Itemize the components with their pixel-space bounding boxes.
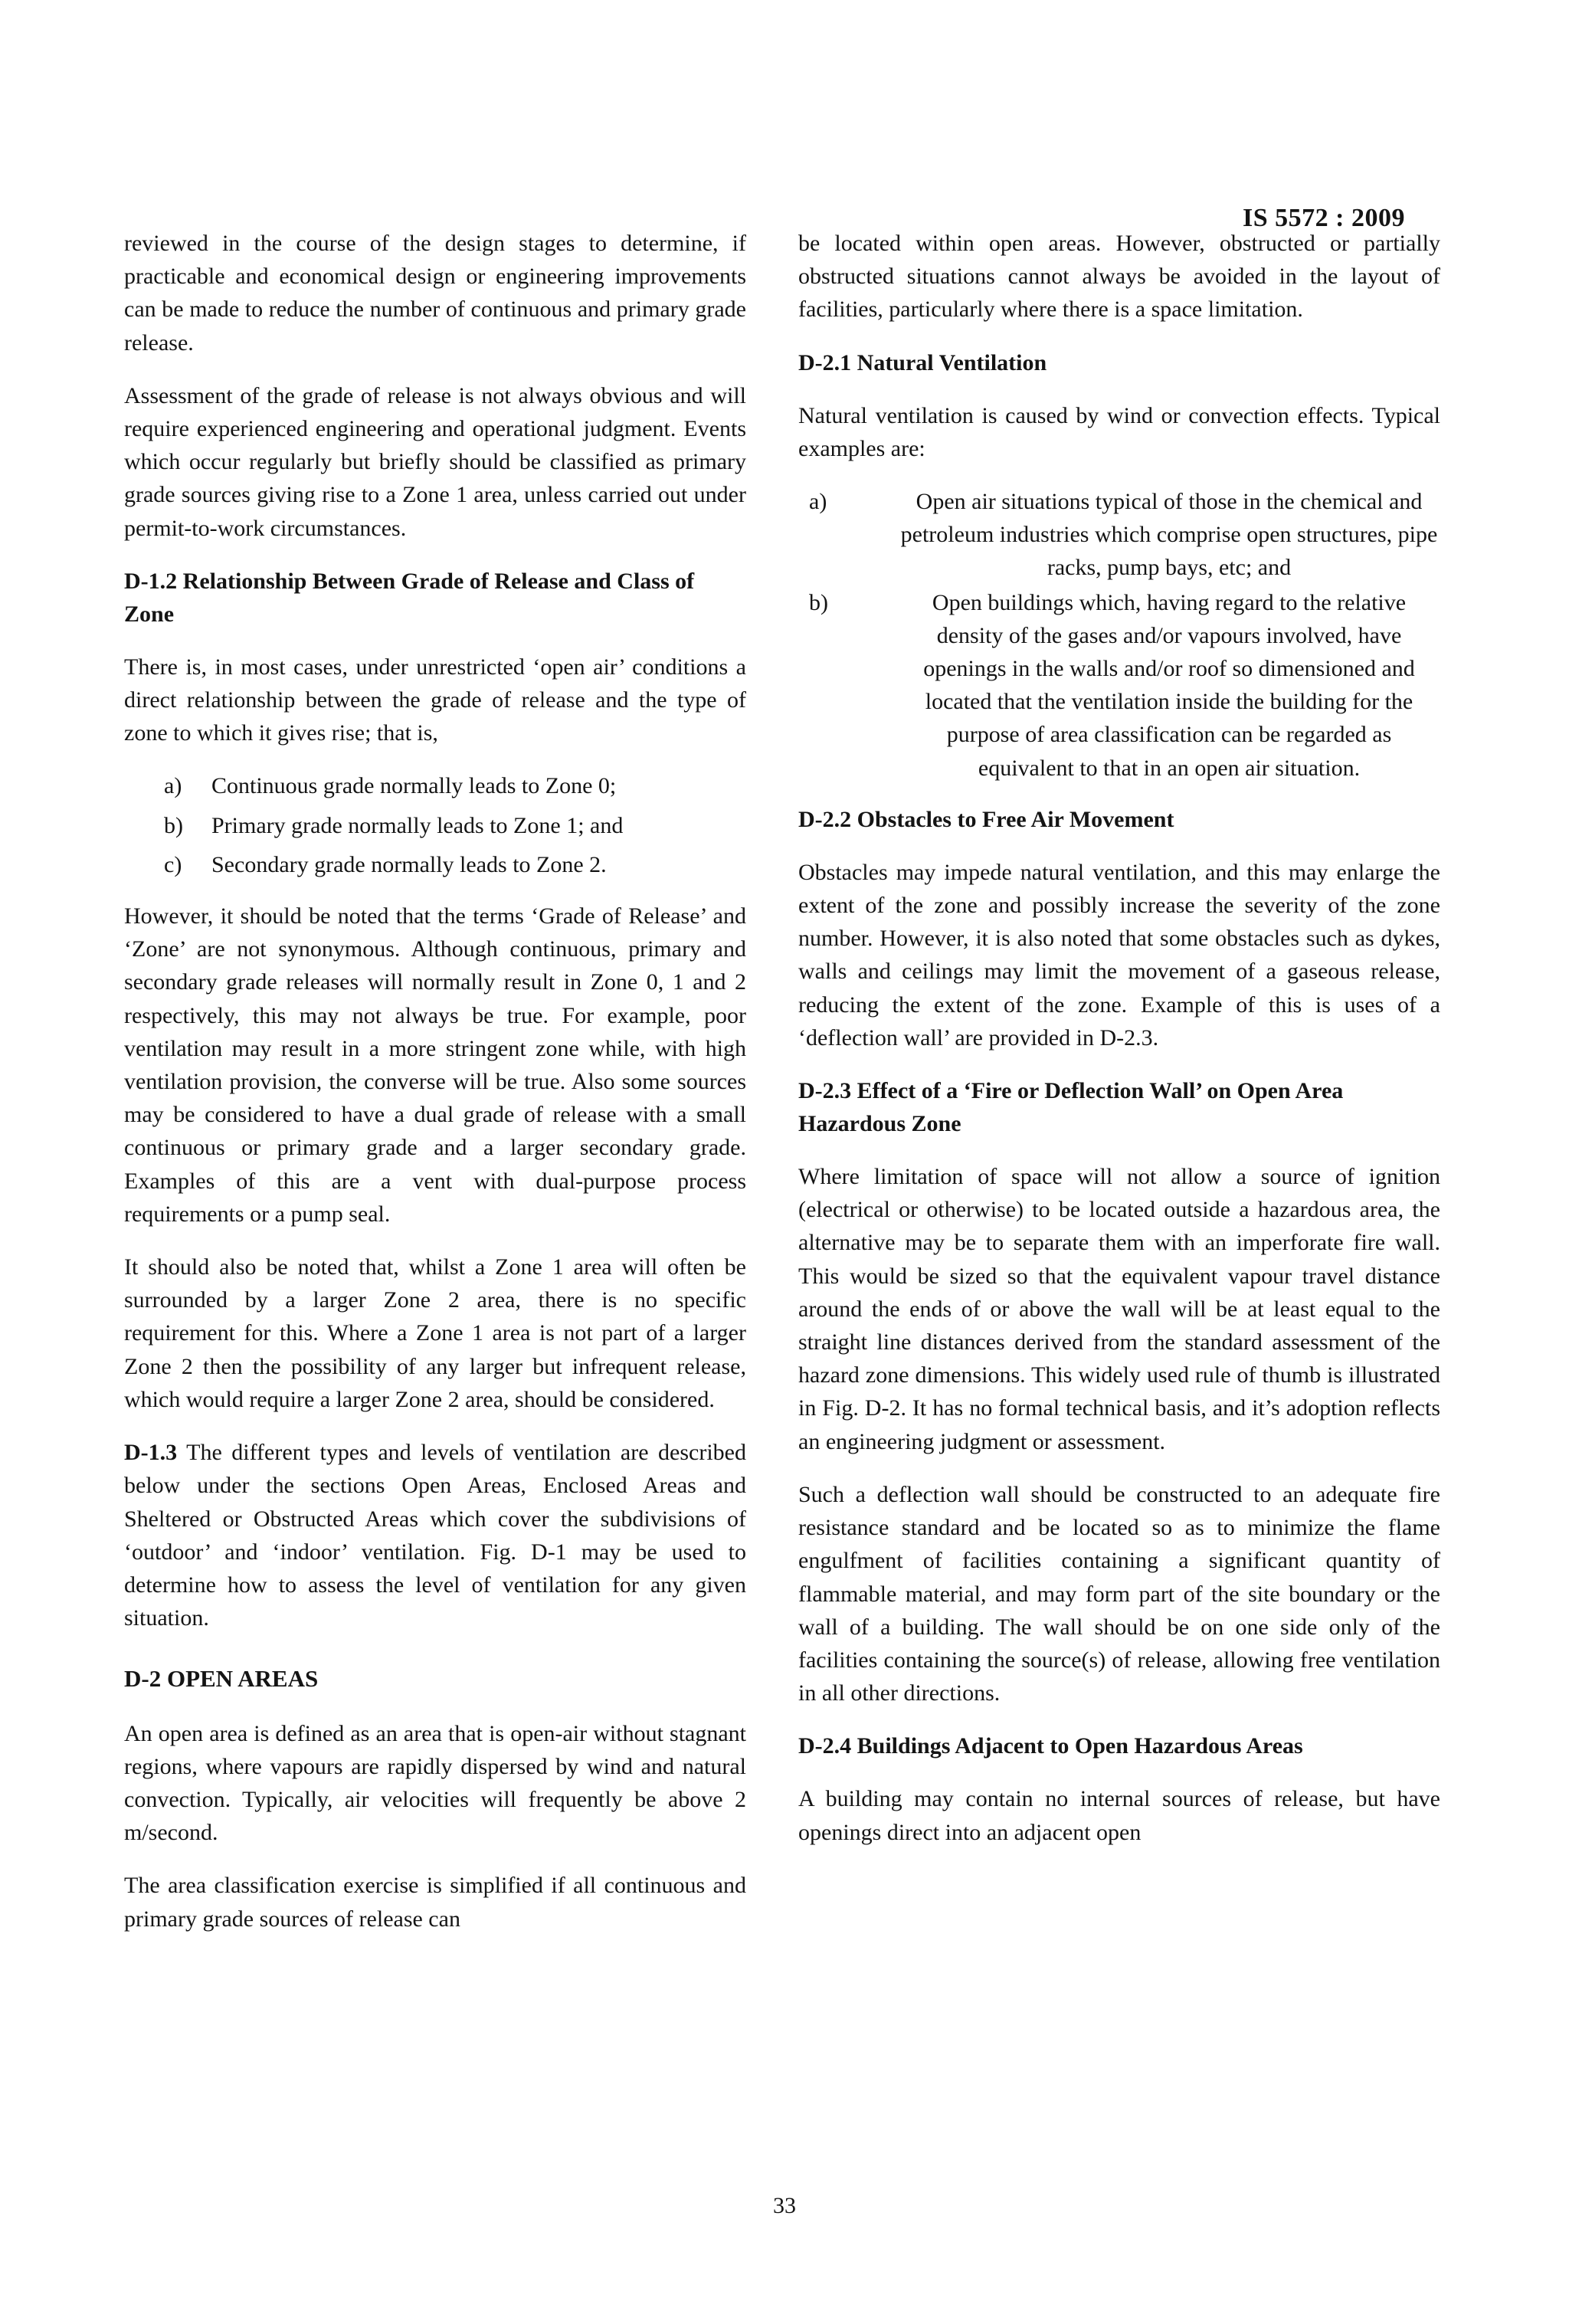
list-label: b) bbox=[809, 589, 828, 615]
right-column bbox=[798, 227, 1440, 1869]
list-item bbox=[798, 586, 1440, 785]
list-item bbox=[124, 769, 746, 802]
paragraph: The area classification exercise is simplified if all continuous and primary grade sources of release can bbox=[124, 1873, 746, 1932]
paragraph: be located within open areas. However, obstructed or partially obstructed situations cannot always be avoided in the layout of facilities, particularly where there is a space limitation. bbox=[798, 231, 1440, 323]
section-heading-d-2-3: D-2.3 Effect of a ‘Fire or Deflection Wall’ on Open Area Hazardous Zone bbox=[798, 1078, 1344, 1137]
clause-text: The different types and levels of ventilation are described below under the sections Open Areas, Enclosed Areas and Sheltered or Obstructed Areas which cover the subdivisions of ‘outdoor’ and ‘indoor’ ventilation. Fig. D-1 may be used to determine how to assess the level of ventilation for any given situation. bbox=[124, 1440, 746, 1631]
list-label: c) bbox=[164, 851, 182, 877]
paragraph: There is, in most cases, under unrestricted ‘open air’ conditions a direct relationship between the grade of release and the type of zone to which it gives rise; that is, bbox=[124, 654, 746, 746]
paragraph: It should also be noted that, whilst a Zone 1 area will often be surrounded by a larger Zone 2 area, there is no specific requirement for this. Where a Zone 1 area is not part of a larger Zone 2 then the possibility of any larger but infrequent release, which would require a larger Zone 2 area, should be considered. bbox=[124, 1254, 746, 1412]
section-heading-d-2-2: D-2.2 Obstacles to Free Air Movement bbox=[798, 806, 1174, 832]
list-text: Open buildings which, having regard to the relative density of the gases and/or vapours involved, have openings in the walls and/or roof so dimensioned and located that the ventilation inside the building for the purpose of area classification can be regarded as equivalent to that in an open air situation. bbox=[923, 589, 1415, 781]
paragraph: Natural ventilation is caused by wind or convection effects. Typical examples are: bbox=[798, 402, 1440, 461]
ventilation-examples-list bbox=[798, 485, 1440, 785]
paragraph: Where limitation of space will not allow a source of ignition (electrical or otherwise) to be located outside a hazardous area, the alternative may be to separate them with an imperforate fire wall. This would be sized so that the equivalent vapour travel distance around the ends of or above the wall will be at least equal to the straight line distances derived from the standard assessment of the hazard zone dimensions. This widely used rule of thumb is illustrated in Fig. D-2. It has no formal technical basis, and it’s adoption reflects an engineering judgment or assessment. bbox=[798, 1164, 1440, 1454]
standard-code-header: IS 5572 : 2009 bbox=[1243, 204, 1405, 232]
section-heading-d-1-2: D-1.2 Relationship Between Grade of Release and Class of Zone bbox=[124, 568, 695, 627]
list-text: Open air situations typical of those in the chemical and petroleum industries which comprise open structures, pipe racks, pump bays, etc; and bbox=[900, 489, 1438, 581]
list-text: Primary grade normally leads to Zone 1; and bbox=[211, 812, 624, 838]
section-heading-d-2-4: D-2.4 Buildings Adjacent to Open Hazardous Areas bbox=[798, 1733, 1303, 1759]
list-item bbox=[124, 848, 746, 881]
paragraph: reviewed in the course of the design stages to determine, if practicable and economical design or engineering improvements can be made to reduce the number of continuous and primary grade release. bbox=[124, 231, 746, 356]
list-text: Continuous grade normally leads to Zone 0; bbox=[211, 773, 617, 799]
page-number: 33 bbox=[773, 2193, 796, 2218]
paragraph: Obstacles may impede natural ventilation, and this may enlarge the extent of the zone and possibly increase the severity of the zone number. However, it is also noted that some obstacles such as dykes, walls and ceilings may limit the movement of a gaseous release, reducing the extent of the zone. Example of this is uses of a ‘deflection wall’ are provided in D-2.3. bbox=[798, 859, 1440, 1051]
left-column bbox=[124, 227, 746, 1955]
list-label: a) bbox=[164, 773, 182, 799]
list-label: b) bbox=[164, 812, 183, 838]
paragraph: However, it should be noted that the terms ‘Grade of Release’ and ‘Zone’ are not synonymous. Although continuous, primary and secondary grade releases will normally result in Zone 0, 1 and 2 respectively, this may not always be true. For example, poor ventilation may result in a more stringent zone while, with high ventilation provision, the converse will be true. Also some sources may be considered to have a dual grade of release with a small continuous or primary grade and a larger secondary grade. Examples of this are a vent with dual-purpose process requirements or a pump seal. bbox=[124, 903, 746, 1227]
paragraph: An open area is defined as an area that is open-air without stagnant regions, where vapours are rapidly dispersed by wind and natural convection. Typically, air velocities will frequently be above 2 m/second. bbox=[124, 1720, 746, 1846]
list-item bbox=[798, 485, 1440, 585]
zone-grade-list bbox=[124, 769, 746, 881]
paragraph-d-1-3 bbox=[124, 1436, 746, 1634]
paragraph: Such a deflection wall should be constructed to an adequate fire resistance standard and be located so as to minimize the flame engulfment of facilities containing a significant quantity of flammable material, and may form part of the site boundary or the wall of a building. The wall should be on one side only of the facilities containing the source(s) of release, allowing free ventilation in all other directions. bbox=[798, 1481, 1440, 1706]
list-item bbox=[124, 809, 746, 842]
paragraph: A building may contain no internal sources of release, but have openings direct into an adjacent open bbox=[798, 1786, 1440, 1845]
list-label: a) bbox=[809, 489, 827, 515]
section-heading-d-2: D-2 OPEN AREAS bbox=[124, 1665, 319, 1693]
list-text: Secondary grade normally leads to Zone 2. bbox=[211, 851, 607, 877]
clause-label: D-1.3 bbox=[124, 1440, 178, 1466]
section-heading-d-2-1: D-2.1 Natural Ventilation bbox=[798, 349, 1047, 375]
paragraph: Assessment of the grade of release is not always obvious and will require experienced engineering and operational judgment. Events which occur regularly but briefly should be classified as primary grade sources giving rise to a Zone 1 area, unless carried out under permit-to-work circumstances. bbox=[124, 382, 746, 541]
